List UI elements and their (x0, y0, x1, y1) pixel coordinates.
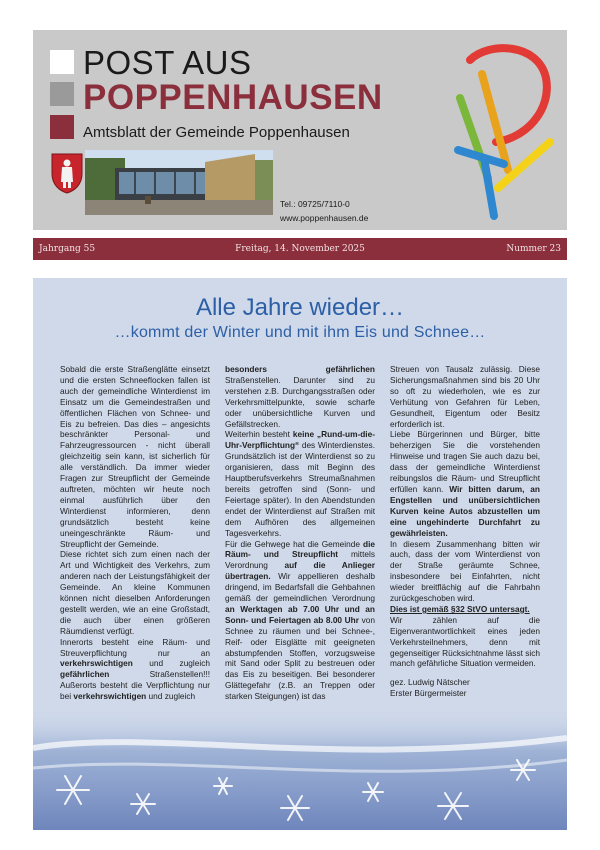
issue-volume: Jahrgang 55 (39, 244, 96, 254)
paragraph: Innerorts besteht eine Räum- und Streuverpflichtung nur an verkehrswichtigen und zugleich gefährlichen Straßenstellen!!! Außerorts besteht die Verpflichtung nur bei verkehrswichtigen und zugleich (60, 636, 210, 702)
article (33, 278, 567, 830)
paragraph: Weiterhin besteht keine „Rund-um-die-Uhr-Verpflichtung“ des Winterdienstes. Grundsätzlich ist der Winterdienst so zu organisieren, dass mit Beginn des Hauptberufsverkehrs Streumaßnahmen bereits getroffen sind (Sonn- und Feiertage später). In den Abendstunden endet der Winterdienst auf Straßen mit dem Aufhören des allgemeinen Tagesverkehrs. (225, 429, 375, 538)
issue-date: Freitag, 14. November 2025 (235, 244, 365, 254)
paragraph: Streuen von Tausalz zulässig. Diese Sicherungsmaßnahmen sind bis 20 Uhr so oft zu wiederholen, wie es zur Verhütung von Gefahren für Leben, Gesundheit, Eigentum oder Besitz erforderlich ist. (390, 364, 540, 429)
coat-of-arms-icon (50, 152, 84, 194)
paragraph: Sobald die erste Straßenglätte einsetzt und die ersten Schneeflocken fallen ist auch der gemeindliche Winterdienst im Einsatz um die Gemeindestraßen und öffentlichen Flächen von Schnee- und Eis zu befreien. Das dies – angesichts beschränkter Personal- und Fahrzeugressourcen - nicht überall gleichzeitig sein kann, ist sicherlich für alle verständlich. Da immer wieder Fragen zur Streupflicht der Gemeinde auftreten, möchten wir heute noch einmal ausführlich über den Winterdienst informieren, denn grundsätzlich besteht keine uneingeschränkte Räum- und Streupflicht der Gemeinde. (60, 364, 210, 549)
article-subheadline: …kommt der Winter und mit ihm Eis und Schnee… (114, 324, 486, 341)
issue-info-bar (33, 238, 567, 260)
phone-number: Tel.: 09725/7110-0 (280, 199, 350, 209)
paragraph: Für die Gehwege hat die Gemeinde die Räum- und Streupflicht mittels Verordnung auf die Anlieger übertragen. Wir appellieren deshalb dringend, im Bedarfsfall die Gehbahnen gemäß der gemeindlichen Verordnung an Werktagen ab 7.00 Uhr und an Sonn- und Feiertagen ab 8.00 Uhr von Schnee zu räumen und bei Schnee-, Reif- oder Eisglätte mit geeigneten abstumpfenden Stoffen, vorzugsweise mit Sand oder Split zu bestreuen oder das Eis zu beseitigen. Bei besonderer Glättegefahr (z.B. an Treppen oder starken Steigungen) ist das (225, 538, 375, 702)
masthead-title-line2: POPPENHAUSEN (83, 78, 383, 117)
paragraph: besonders gefährlichen Straßenstellen. Darunter sind zu verstehen z.B. Durchgangsstraßen oder Verkehrsmittelpunkte, sowie scharfe oder unübersichtliche Kurven und Gefällstrecken. (225, 364, 375, 429)
paragraph: Liebe Bürgerinnen und Bürger, bitte beherzigen Sie die vorstehenden Hinweise und tragen Sie auch dazu bei, dass der gemeindliche Winterdienst reibungslos die Räum- und Streupflicht erfüllen kann. Wir bitten darum, an Engstellen und unübersichtlichen Kurven keine Autos abzustellen um eine ungehinderte Durchfahrt zu gewährleisten. (390, 429, 540, 538)
snowflake-decoration (33, 708, 567, 830)
article-column-3 (390, 364, 540, 699)
masthead (33, 30, 567, 230)
town-hall-photo (85, 150, 273, 215)
signature (390, 677, 540, 699)
logo-square-gray (50, 82, 74, 106)
masthead-title-line1: POST AUS (83, 44, 252, 81)
paragraph: Dies ist gemäß §32 StVO untersagt. (390, 603, 530, 614)
paragraph: Diese richtet sich zum einen nach der Art und Wichtigkeit des Verkehrs, zum anderen nach der Leistungsfähigkeit der Gemeinde. An kleine Kommunen können nicht dieselben Anforderungen gestellt werden, wie an eine Großstadt, die auch über einen größeren Räumdienst verfügt. (60, 549, 210, 636)
website-url: www.poppenhausen.de (280, 213, 369, 223)
logo-square-white (50, 50, 74, 74)
logo-square-red (50, 115, 74, 139)
masthead-subtitle: Amtsblatt der Gemeinde Poppenhausen (83, 124, 350, 141)
article-headline: Alle Jahre wieder… (195, 294, 405, 321)
article-column-2 (225, 364, 375, 702)
colorful-p-logo-icon (448, 38, 558, 223)
paragraph: In diesem Zusammenhang bitten wir auch, dass der vom Winterdienst von der Straße geräumte Schnee, insbesondere bei Einfahrten, nicht wieder breitflächig auf die Fahrbahn zurückgeschoben wird. (390, 538, 540, 604)
signatory-title: Erster Bürgermeister (390, 688, 467, 699)
issue-number: Nummer 23 (506, 244, 561, 254)
contact-info (280, 197, 368, 225)
article-column-1 (60, 364, 210, 702)
paragraph: Wir zählen auf die Eigenverantwortlichkeit eines jeden Verkehrsteilnehmers, denn mit gegenseitiger Rücksichtnahme lässt sich manch gefährliche Situation vermeiden. (390, 614, 540, 669)
signatory-name: gez. Ludwig Nätscher (390, 677, 470, 688)
